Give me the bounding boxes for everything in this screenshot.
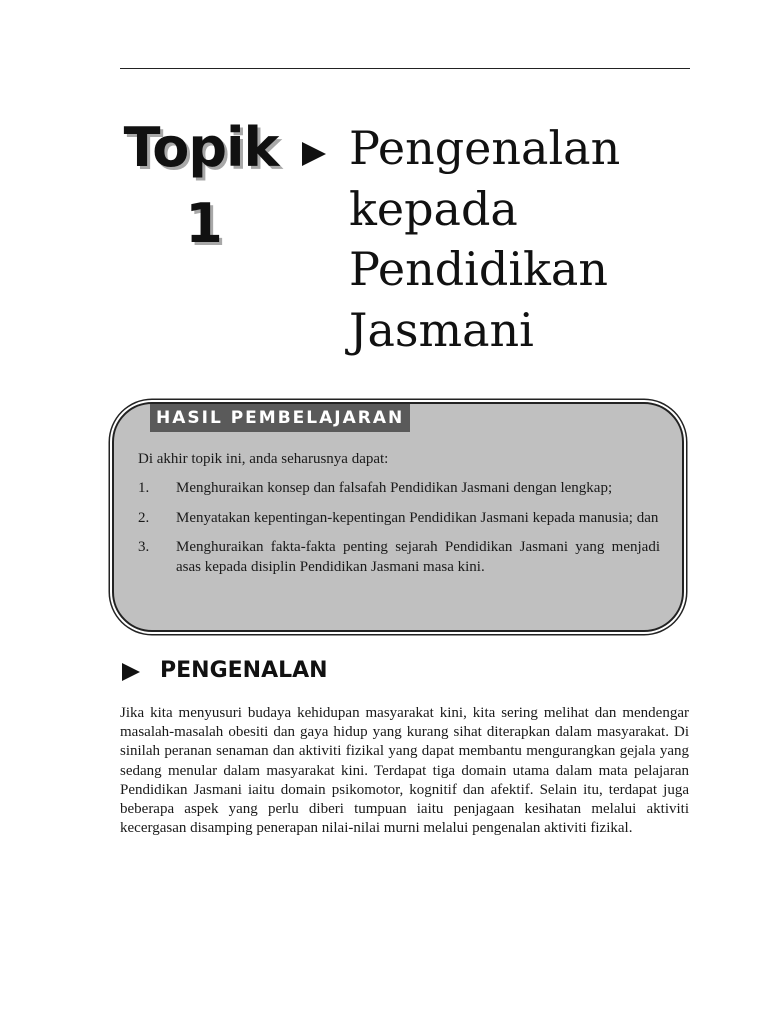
list-item-number: 2. — [138, 509, 150, 526]
section-arrow-icon — [122, 663, 140, 681]
list-item-number: 1. — [138, 480, 150, 496]
list-item-text: Menghuraikan konsep dan falsafah Pendidikan Jasmani dengan lengkap; — [176, 480, 613, 496]
title-arrow-icon — [302, 142, 326, 166]
list-item-text: Menghuraikan fakta-fakta penting sejarah Pendidikan Jasmani yang menjadi asas kepada disiplin Pendidikan Jasmani masa kini. — [176, 539, 660, 575]
chapter-title-line: Pendidikan — [349, 242, 608, 296]
list-item — [138, 538, 660, 577]
learning-outcomes-list — [138, 479, 660, 587]
topic-label — [118, 116, 284, 256]
section-heading: PENGENALAN — [160, 658, 328, 683]
topic-number: 1 — [185, 192, 223, 255]
intro-paragraph: Jika kita menyusuri budaya kehidupan masyarakat kini, kita sering melihat dan mendengar masalah-masalah obesiti dan gaya hidup yang kurang sihat diterapkan dalam masyarakat. Di sinilah peranan senaman dan aktiviti fizikal yang dapat membantu mengurangkan gejala yang sedang menular dalam masyarakat kini. Terdapat tiga domain utama dalam mata pelajaran Pendidikan Jasmani iaitu domain psikomotor, kognitif dan afektif. Selain itu, terdapat juga beberapa aspek yang perlu diberi tumpuan iaitu penjagaan kesihatan melalui aktiviti kecergasan disamping penerapan nilai-nilai murni melalui pengenalan aktiviti fizikal. — [120, 705, 689, 837]
list-item — [138, 479, 660, 499]
chapter-title-line: Jasmani — [349, 302, 534, 357]
header-rule — [120, 68, 690, 69]
chapter-title-line: Pengenalan — [349, 121, 621, 175]
list-item-number: 3. — [138, 539, 150, 555]
chapter-title-line: kepada — [349, 181, 518, 236]
list-item — [138, 509, 660, 529]
list-item-text: Menyatakan kepentingan-kepentingan Pendidikan Jasmani kepada manusia; dan — [176, 509, 659, 526]
topic-word: Topik — [123, 116, 279, 179]
chapter-title — [349, 118, 689, 360]
learning-outcomes-label: HASIL PEMBELAJARAN — [150, 404, 410, 432]
learning-outcomes-intro: Di akhir topik ini, anda seharusnya dapat: — [138, 451, 389, 467]
